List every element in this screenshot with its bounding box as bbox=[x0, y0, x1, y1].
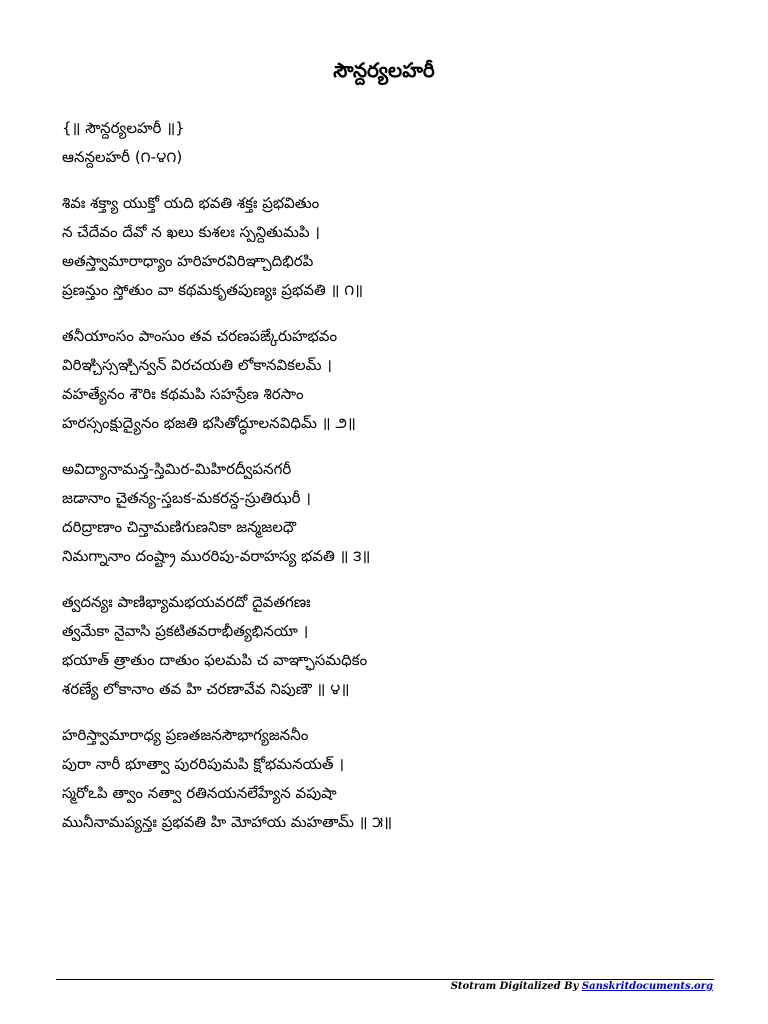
verse-line: త్వదన్యః పాణిభ్యామభయవరదో దైవతగణః bbox=[62, 593, 311, 611]
footer-prefix: Stotram Digitalized By bbox=[450, 981, 582, 992]
verse-line: మునీనామప్యన్తః ప్రభవతి హి మోహాయ మహతామ్ ॥ ౫॥ bbox=[62, 813, 393, 831]
footer-credit bbox=[451, 981, 713, 992]
verse-3 bbox=[62, 459, 722, 566]
footer-divider bbox=[56, 979, 714, 980]
verse-1 bbox=[62, 193, 722, 300]
verse-line: భయాత్ త్రాతుం దాతుం ఫలమపి చ వాఞ్ఛాసమధికం bbox=[62, 651, 368, 669]
page-title: సౌన్దర్యలహరీ bbox=[333, 58, 435, 82]
verse-line: దరిద్రాణాం చిన్తామణిగుణనికా జన్మజలధౌ bbox=[62, 518, 297, 536]
verse-line: తనీయాంసం పాంసుం తవ చరణపఙ్కేరుహభవం bbox=[62, 327, 338, 345]
verse-4 bbox=[62, 592, 722, 699]
verse-line: పురా నారీ భూత్వా పురరిపుమపి క్షోభమనయత్ । bbox=[62, 755, 345, 773]
verse-line: న చేదేవం దేవో న ఖలు కుశలః స్పన్దితుమపి । bbox=[62, 223, 320, 241]
verse-line: విరిఞ్చిస్సఞ్చిన్వన్ విరచయతి లోకానవికలమ్ । bbox=[62, 356, 332, 374]
heading-line: {॥ సౌన్దర్యలహరీ ॥} bbox=[62, 119, 185, 137]
heading-line: ఆనన్దలహరీ (౧-౪౧) bbox=[62, 148, 183, 166]
verse-line: నిమగ్నానాం దంష్ట్రా మురరిపు-వరాహస్య భవతి ॥ ౩॥ bbox=[62, 547, 371, 565]
verse-5 bbox=[62, 725, 722, 832]
stotram-body bbox=[62, 118, 722, 841]
verse-line: జడానాం చైతన్య-స్తబక-మకరన్ద-స్రుతిఝరీ । bbox=[62, 489, 311, 507]
verse-line: వహత్యేనం శౌరిః కథమపి సహస్రేణ శిరసాం bbox=[62, 385, 304, 403]
sanskritdocuments-link[interactable]: Sanskritdocuments.org bbox=[581, 981, 713, 992]
section-heading bbox=[62, 118, 722, 167]
verse-line: శరణ్యే లోకానాం తవ హి చరణావేవ నిపుణౌ ॥ ౪॥ bbox=[62, 680, 350, 698]
verse-line: అవిద్యానామన్త-స్తిమిర-మిహిరద్వీపనగరీ bbox=[62, 460, 292, 478]
verse-line: స్మరోఽపి త్వాం నత్వా రతినయనలేహ్యేన వపుషా bbox=[62, 784, 337, 802]
verse-line: అతస్త్వామారాధ్యాం హరిహరవిరిఞ్చాదిభిరపి bbox=[62, 252, 314, 270]
verse-2 bbox=[62, 326, 722, 433]
verse-line: త్వమేకా నైవాసి ప్రకటితవరాభీత్యభినయా । bbox=[62, 622, 309, 640]
verse-line: ప్రణన్తుం స్తోతుం వా కథమకృతపుణ్యః ప్రభవతి ॥ ౧॥ bbox=[62, 281, 364, 299]
verse-line: హరస్సంక్షుద్యైనం భజతి భసితోద్ధూలనవిధిమ్ ॥ ౨॥ bbox=[62, 414, 356, 432]
verse-line: శివః శక్త్యా యుక్తో యది భవతి శక్తః ప్రభవితుం bbox=[62, 194, 320, 212]
verse-line: హరిస్త్వామారాధ్య ప్రణతజనసౌభాగ్యజననీం bbox=[62, 726, 309, 744]
